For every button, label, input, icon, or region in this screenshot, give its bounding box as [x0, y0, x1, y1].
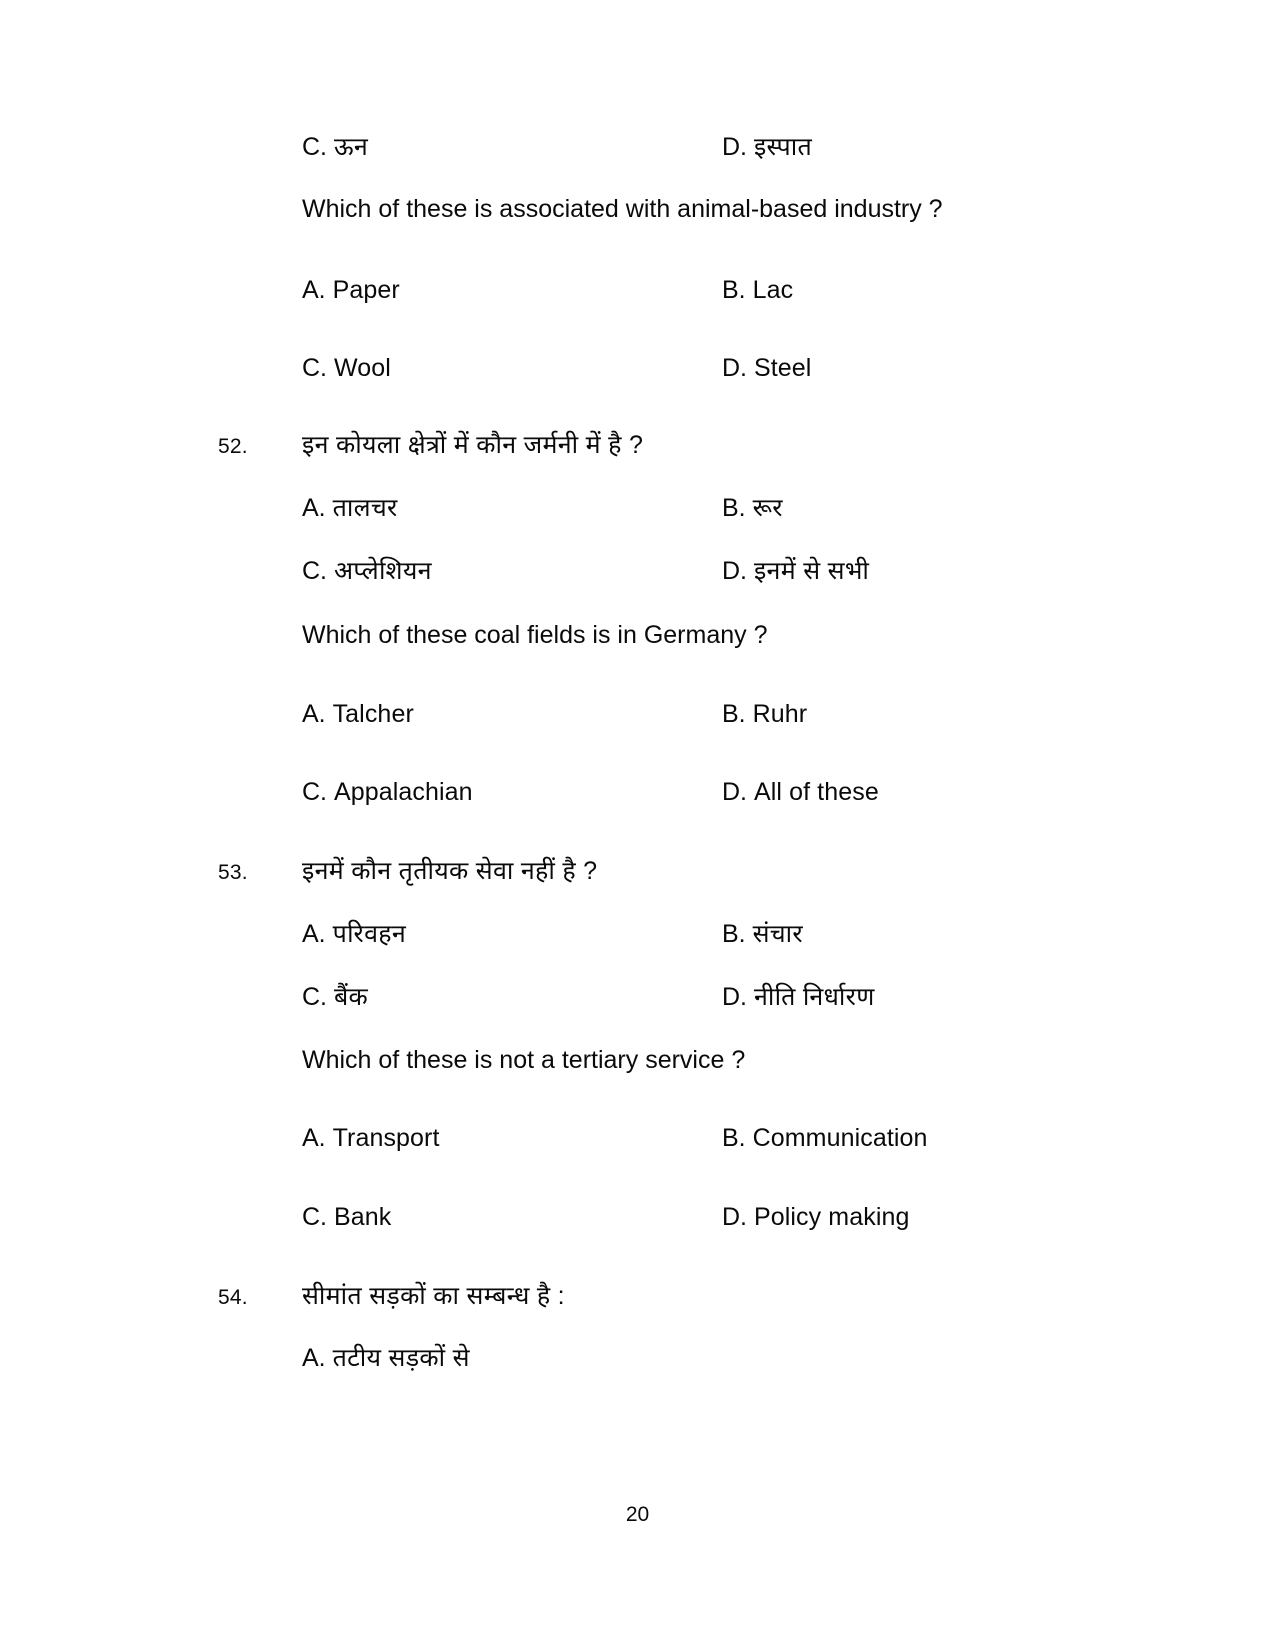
q52-hindi-options-ab — [218, 492, 1218, 525]
option-letter: B. — [722, 276, 746, 304]
option-text: Paper — [332, 276, 400, 304]
option-right[interactable] — [722, 492, 1202, 525]
q53-hindi-stem — [218, 855, 1218, 888]
question-body — [302, 352, 1218, 385]
option-letter: A. — [302, 1124, 326, 1152]
option-letter: D. — [722, 133, 747, 161]
option-left[interactable] — [302, 1122, 722, 1155]
question-body — [302, 555, 1218, 588]
q54-hindi-options-a — [218, 1342, 1218, 1375]
question-body — [302, 918, 1218, 951]
q53-english-stem — [218, 1044, 1218, 1077]
option-letter: C. — [302, 983, 327, 1011]
question-body — [302, 429, 1218, 462]
option-letter: B. — [722, 920, 746, 948]
option-right[interactable] — [722, 555, 1202, 588]
option-text: तालचर — [332, 494, 398, 522]
option-text: परिवहन — [332, 920, 407, 948]
question-body — [302, 1122, 1218, 1155]
option-letter: D. — [722, 983, 747, 1011]
q53-english-options-ab — [218, 1122, 1218, 1155]
option-letter: B. — [722, 700, 746, 728]
q52-english-stem — [218, 619, 1218, 652]
option-letter: A. — [302, 494, 326, 522]
option-right[interactable] — [722, 981, 1202, 1014]
option-left[interactable] — [302, 981, 722, 1014]
question-body — [302, 1201, 1218, 1234]
question-stem: Which of these coal fields is in Germany ? — [302, 621, 768, 649]
option-left[interactable] — [302, 352, 722, 385]
option-left[interactable] — [302, 776, 722, 809]
option-right[interactable] — [722, 274, 1202, 307]
question-body — [302, 1044, 1218, 1077]
question-body — [302, 492, 1218, 525]
option-right[interactable] — [722, 1122, 1202, 1155]
question-body — [302, 619, 1218, 652]
option-text: ऊन — [333, 133, 369, 161]
option-letter: C. — [302, 778, 327, 806]
option-text: Bank — [333, 1203, 392, 1231]
question-body — [302, 776, 1218, 809]
q52-hindi-options-cd — [218, 555, 1218, 588]
option-text: Transport — [332, 1124, 440, 1152]
option-letter: D. — [722, 557, 747, 585]
option-text: Ruhr — [752, 700, 808, 728]
question-body — [302, 698, 1218, 731]
option-left[interactable] — [302, 492, 722, 525]
option-letter: B. — [722, 494, 746, 522]
question-stem: इन कोयला क्षेत्रों में कौन जर्मनी में है ? — [302, 431, 644, 459]
q51-english-stem — [218, 193, 1218, 226]
q51-english-options-cd — [218, 352, 1218, 385]
option-right[interactable] — [722, 776, 1202, 809]
option-letter: D. — [722, 778, 747, 806]
option-letter: A. — [302, 700, 326, 728]
option-text: इस्पात — [753, 133, 813, 161]
option-text: रूर — [752, 494, 783, 522]
option-text: इनमें से सभी — [753, 557, 870, 585]
question-number: 53. — [218, 861, 248, 884]
question-body — [302, 1342, 1218, 1375]
q54-hindi-stem — [218, 1280, 1218, 1313]
option-left[interactable] — [302, 131, 722, 164]
question-stem: Which of these is not a tertiary service ? — [302, 1046, 746, 1074]
question-body — [302, 193, 1218, 226]
q52-english-options-cd — [218, 776, 1218, 809]
option-letter: C. — [302, 557, 327, 585]
option-letter: D. — [722, 354, 747, 382]
q52-hindi-stem — [218, 429, 1218, 462]
question-body — [302, 981, 1218, 1014]
option-left[interactable] — [302, 1201, 722, 1234]
option-text: बैंक — [333, 983, 369, 1011]
question-stem: सीमांत सड़कों का सम्बन्ध है : — [302, 1282, 565, 1310]
option-text: नीति निर्धारण — [753, 983, 875, 1011]
option-text: Communication — [752, 1124, 928, 1152]
option-text: Policy making — [753, 1203, 910, 1231]
question-stem: Which of these is associated with animal-based industry ? — [302, 195, 943, 223]
option-text: All of these — [753, 778, 879, 806]
question-stem: इनमें कौन तृतीयक सेवा नहीं है ? — [302, 857, 598, 885]
option-letter: C. — [302, 354, 327, 382]
question-body — [302, 855, 1218, 888]
q51-hindi-options-cd — [218, 131, 1218, 164]
question-number: 54. — [218, 1286, 248, 1309]
option-left[interactable] — [302, 1342, 722, 1375]
option-letter: A. — [302, 276, 326, 304]
q53-hindi-options-cd — [218, 981, 1218, 1014]
option-text: Steel — [753, 354, 812, 382]
option-left[interactable] — [302, 555, 722, 588]
option-text: तटीय सड़कों से — [332, 1344, 470, 1372]
option-letter: A. — [302, 920, 326, 948]
option-letter: B. — [722, 1124, 746, 1152]
q53-hindi-options-ab — [218, 918, 1218, 951]
option-left[interactable] — [302, 918, 722, 951]
option-text: Talcher — [332, 700, 414, 728]
option-left[interactable] — [302, 698, 722, 731]
option-right[interactable] — [722, 352, 1202, 385]
option-left[interactable] — [302, 274, 722, 307]
option-letter: A. — [302, 1344, 326, 1372]
option-right[interactable] — [722, 918, 1202, 951]
q53-english-options-cd — [218, 1201, 1218, 1234]
question-body — [302, 131, 1218, 164]
question-body — [302, 274, 1218, 307]
option-right[interactable] — [722, 1201, 1202, 1234]
option-letter: C. — [302, 1203, 327, 1231]
q51-english-options-ab — [218, 274, 1218, 307]
option-text: Wool — [333, 354, 391, 382]
question-body — [302, 1280, 1218, 1313]
option-right[interactable] — [722, 131, 1202, 164]
option-text: Lac — [752, 276, 794, 304]
option-text: संचार — [752, 920, 803, 948]
option-text: अप्लेशियन — [333, 557, 432, 585]
option-text: Appalachian — [333, 778, 473, 806]
question-number: 52. — [218, 435, 248, 458]
option-letter: C. — [302, 133, 327, 161]
option-letter: D. — [722, 1203, 747, 1231]
page-number: 20 — [625, 1503, 650, 1526]
option-right[interactable] — [722, 698, 1202, 731]
q52-english-options-ab — [218, 698, 1218, 731]
